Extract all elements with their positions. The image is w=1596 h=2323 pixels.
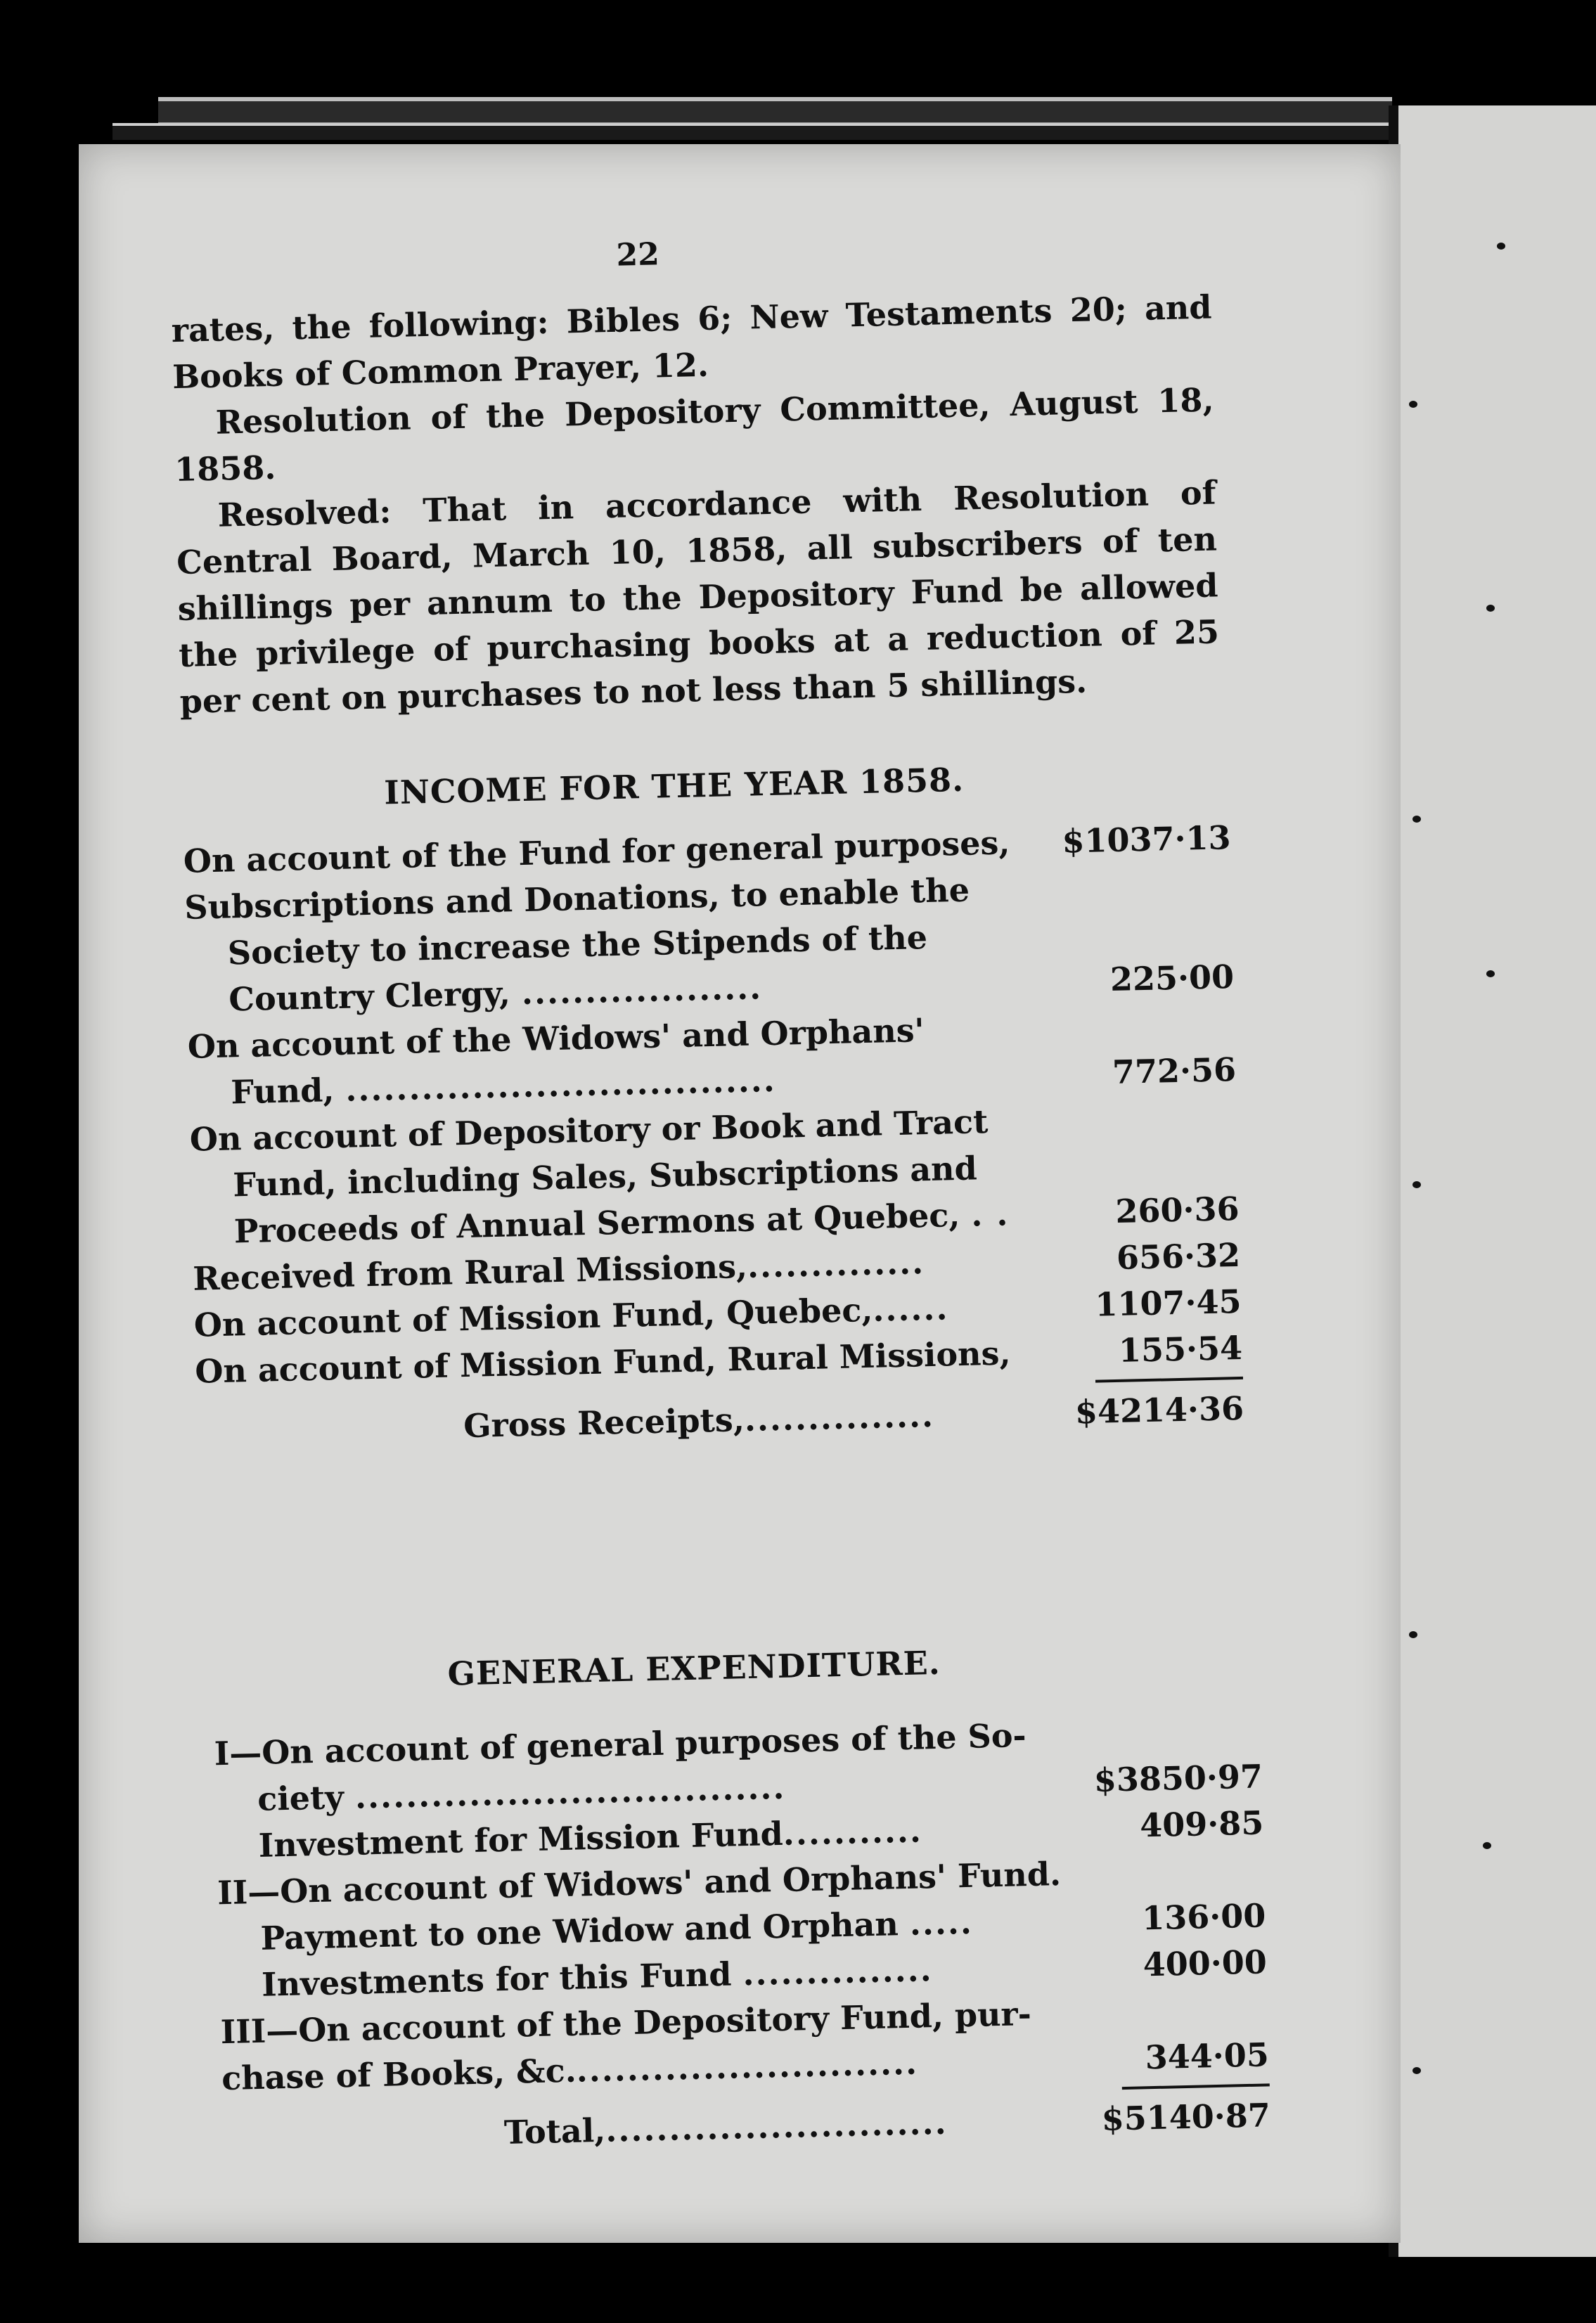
expenditure-amount: 136·00	[1141, 1896, 1266, 1938]
income-amount: 225·00	[1109, 958, 1235, 999]
page-text	[55, 129, 1424, 2257]
expenditure-amount: 344·05	[1145, 2035, 1270, 2077]
book-page	[79, 144, 1401, 2243]
income-amount: 260·36	[1114, 1189, 1240, 1230]
expenditure-total-amount: $5140·87	[1101, 2096, 1271, 2138]
total-rule	[1095, 1377, 1243, 1383]
page-number: 22	[615, 236, 660, 274]
income-heading: INCOME FOR THE YEAR 1858.	[383, 760, 965, 812]
dot-leader: ..................................	[345, 1060, 777, 1109]
expenditure-ledger	[214, 1706, 1271, 2162]
ink-speck	[1412, 816, 1421, 823]
expenditure-description: Investments for this Fund	[261, 1955, 732, 2004]
ink-speck	[1409, 401, 1417, 408]
expenditure-total-row	[222, 2092, 1270, 2162]
dot-leader: ......	[872, 1289, 949, 1329]
book-edge-top	[158, 97, 1392, 126]
ink-speck	[1412, 1181, 1421, 1188]
income-description-cont: Fund, including Sales, Subscriptions and	[232, 1149, 978, 1204]
income-amount: 656·32	[1116, 1235, 1241, 1277]
income-total-row	[196, 1385, 1244, 1455]
expenditure-description: Investment for Mission Fund	[258, 1814, 784, 1865]
income-amount: 1107·45	[1094, 1282, 1242, 1324]
expenditure-description-cont: chase of Books, &c.	[221, 2051, 577, 2098]
income-description-cont: Proceeds of Annual Sermons at Quebec,	[233, 1195, 960, 1251]
expenditure-amount: 409·85	[1139, 1803, 1264, 1845]
income-total-amount: $4214·36	[1074, 1389, 1244, 1431]
expenditure-total-label: Total,	[503, 2111, 606, 2152]
total-rule	[1122, 2083, 1270, 2090]
income-description: On account of Depository or Book and Tract	[189, 1102, 989, 1159]
income-amount: 772·56	[1112, 1050, 1237, 1092]
resolution-title: Resolution of the Depository Committee, August 18, 1858.	[174, 380, 1215, 489]
expenditure-description: Payment to one Widow and Orphan	[260, 1905, 899, 1957]
income-description-cont: Society to increase the Stipends of the	[227, 918, 928, 972]
income-ledger	[183, 814, 1244, 1455]
ink-speck	[1486, 970, 1495, 977]
income-total-label: Gross Receipts,	[463, 1401, 745, 1446]
dot-leader: .....	[909, 1903, 974, 1943]
expenditure-amount: $3850·97	[1093, 1757, 1263, 1799]
income-amount: $1037·13	[1061, 818, 1232, 861]
dot-leader: ...........................	[605, 2103, 948, 2149]
income-description: On account of Mission Fund, Quebec,	[193, 1290, 873, 1344]
income-description-cont: Country Clergy,	[228, 974, 511, 1019]
dot-leader: ...................	[521, 968, 763, 1012]
dot-leader: ..............	[747, 1243, 925, 1285]
income-description: Subscriptions and Donations, to enable the	[184, 870, 970, 927]
dot-leader: ...........	[783, 1811, 923, 1853]
dot-leader: ...............	[742, 1950, 934, 1993]
intro-paragraph: rates, the following: Bibles 6; New Testaments 20; and Books of Common Prayer, 12.	[171, 288, 1213, 397]
dot-leader: . .	[970, 1195, 1010, 1234]
income-description: Received from Rural Missions,	[192, 1247, 748, 1298]
dot-leader: ...........................	[575, 2043, 919, 2090]
income-description: On account of the Fund for general purposes,	[183, 823, 1010, 880]
income-description: On account of the Widows' and Orphans'	[187, 1011, 925, 1066]
facing-page	[1389, 105, 1596, 2257]
resolved-paragraph: Resolved: That in accordance with Resolution of Central Board, March 10, 1858, all subscribers of ten shillings per annum to the Depository Fund be allowed the privilege of purchasing books at a reduction of 25 per cent on purchases to not less than 5 shillings.	[176, 473, 1220, 721]
expenditure-description: III—On account of the Depository Fund, pur-	[220, 1994, 1032, 2052]
ink-speck	[1483, 1842, 1491, 1849]
dot-leader: ..................................	[354, 1768, 786, 1816]
income-description: On account of Mission Fund, Rural Missions,	[194, 1334, 1012, 1391]
expenditure-description: I—On account of general purposes of the So-	[214, 1716, 1027, 1773]
ink-speck	[1486, 605, 1495, 612]
expenditure-description: II—On account of Widows' and Orphans' Fund.	[217, 1854, 1062, 1912]
expenditure-amount: 400·00	[1143, 1943, 1268, 1984]
expenditure-description-cont: ciety	[257, 1778, 345, 1818]
dot-leader: ...............	[744, 1396, 935, 1439]
income-description-cont: Fund,	[230, 1071, 335, 1112]
income-amount: 155·54	[1118, 1328, 1243, 1370]
expenditure-heading: GENERAL EXPENDITURE.	[446, 1643, 941, 1693]
ink-speck	[1497, 243, 1505, 250]
